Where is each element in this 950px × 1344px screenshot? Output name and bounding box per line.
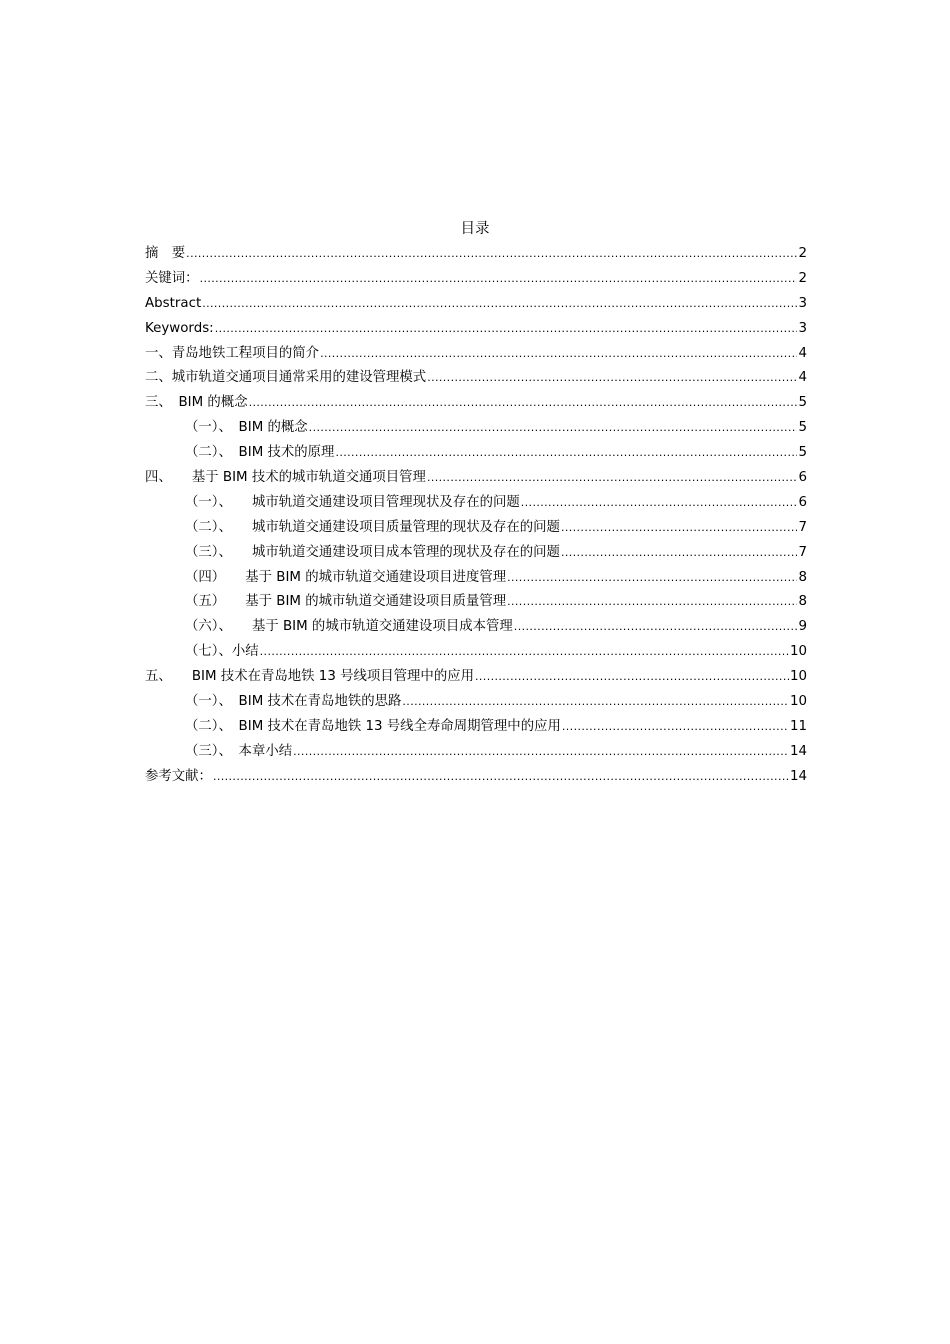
toc-entry-title: 摘 要 bbox=[145, 246, 186, 261]
toc-entry-title: 关键词： bbox=[145, 270, 199, 286]
toc-entry-title: 参考文献： bbox=[145, 768, 212, 784]
toc-dot-leader bbox=[200, 269, 798, 289]
toc-entry[interactable] bbox=[145, 617, 807, 642]
toc-entry[interactable] bbox=[145, 518, 807, 543]
toc-entry-title: 一、青岛地铁工程项目的简介 bbox=[145, 345, 320, 361]
toc-entry[interactable] bbox=[145, 592, 807, 617]
toc-entry-title: （一）、 BIM 的概念 bbox=[185, 420, 308, 436]
toc-entry[interactable] bbox=[145, 717, 807, 742]
toc-page-number: 11 bbox=[789, 718, 807, 734]
toc-title: 目录 bbox=[460, 221, 490, 237]
toc-dot-leader bbox=[335, 443, 797, 463]
toc-dot-leader bbox=[561, 543, 798, 563]
toc-entry-title: Abstract bbox=[145, 295, 202, 311]
toc-page-number: 2 bbox=[798, 246, 807, 261]
toc-page-number: 6 bbox=[798, 470, 807, 486]
toc-page-number: 4 bbox=[798, 370, 807, 386]
toc-entry[interactable] bbox=[145, 294, 807, 319]
toc-dot-leader bbox=[186, 244, 797, 264]
toc-dot-leader bbox=[562, 717, 789, 737]
toc-dot-leader bbox=[427, 368, 797, 388]
toc-entry[interactable] bbox=[145, 767, 807, 792]
toc-dot-leader bbox=[215, 319, 798, 339]
toc-page-number: 8 bbox=[798, 569, 807, 585]
toc-entry[interactable] bbox=[145, 418, 807, 443]
toc-dot-leader bbox=[213, 767, 789, 787]
toc-entry[interactable] bbox=[145, 319, 807, 344]
toc-entry[interactable] bbox=[145, 393, 807, 418]
toc-page-number: 14 bbox=[789, 768, 807, 784]
toc-entry[interactable] bbox=[145, 568, 807, 593]
toc-entry[interactable] bbox=[145, 468, 807, 493]
toc-entry[interactable] bbox=[145, 543, 807, 568]
toc-entry[interactable] bbox=[145, 667, 807, 692]
toc-entry-title: （二）、 城市轨道交通建设项目质量管理的现状及存在的问题 bbox=[185, 519, 560, 535]
toc-page-number: 2 bbox=[798, 270, 807, 286]
toc-entry-title: Keywords: bbox=[145, 320, 214, 336]
toc-page-number: 3 bbox=[798, 295, 807, 311]
toc-entry[interactable] bbox=[145, 269, 807, 294]
toc-page-number: 5 bbox=[798, 395, 807, 411]
toc-entry-title: （一）、 城市轨道交通建设项目管理现状及存在的问题 bbox=[185, 494, 520, 510]
toc-entry[interactable] bbox=[145, 443, 807, 468]
toc-entry[interactable] bbox=[145, 244, 807, 269]
toc-page-number: 4 bbox=[798, 345, 807, 361]
toc-entry-title: （二）、 BIM 技术的原理 bbox=[185, 445, 335, 461]
toc-page-number: 5 bbox=[798, 445, 807, 461]
toc-dot-leader bbox=[402, 692, 789, 712]
toc-dot-leader bbox=[475, 667, 789, 687]
toc-dot-leader bbox=[309, 418, 798, 438]
toc-entry-title: （一）、 BIM 技术在青岛地铁的思路 bbox=[185, 694, 402, 710]
toc-dot-leader bbox=[202, 294, 797, 314]
toc-page-number: 7 bbox=[798, 544, 807, 560]
toc-page-number: 5 bbox=[798, 420, 807, 436]
toc-dot-leader bbox=[293, 742, 789, 762]
table-of-contents bbox=[145, 244, 807, 792]
toc-dot-leader bbox=[260, 642, 789, 662]
toc-page-number: 3 bbox=[798, 320, 807, 336]
toc-entry[interactable] bbox=[145, 742, 807, 767]
toc-entry-title: （二）、 BIM 技术在青岛地铁 13 号线全寿命周期管理中的应用 bbox=[185, 718, 561, 734]
toc-entry-title: （六）、 基于 BIM 的城市轨道交通建设项目成本管理 bbox=[185, 619, 513, 635]
toc-page-number: 7 bbox=[798, 519, 807, 535]
toc-page-number: 10 bbox=[789, 669, 807, 685]
toc-entry-title: 四、 基于 BIM 技术的城市轨道交通项目管理 bbox=[145, 470, 426, 486]
toc-entry-title: 五、 BIM 技术在青岛地铁 13 号线项目管理中的应用 bbox=[145, 669, 474, 685]
toc-entry-title: （五） 基于 BIM 的城市轨道交通建设项目质量管理 bbox=[185, 594, 507, 610]
toc-page-number: 10 bbox=[789, 644, 807, 660]
toc-entry-title: （三）、 本章小结 bbox=[185, 743, 293, 759]
toc-dot-leader bbox=[561, 518, 798, 538]
toc-dot-leader bbox=[507, 568, 797, 588]
toc-page-number: 6 bbox=[798, 494, 807, 510]
toc-entry-title: 二、城市轨道交通项目通常采用的建设管理模式 bbox=[145, 370, 427, 386]
toc-page-number: 9 bbox=[798, 619, 807, 635]
toc-entry-title: 三、 BIM 的概念 bbox=[145, 395, 248, 411]
toc-page-number: 8 bbox=[798, 594, 807, 610]
toc-entry-title: （三）、 城市轨道交通建设项目成本管理的现状及存在的问题 bbox=[185, 544, 560, 560]
toc-dot-leader bbox=[320, 344, 797, 364]
toc-dot-leader bbox=[249, 393, 798, 413]
toc-entry[interactable] bbox=[145, 493, 807, 518]
toc-dot-leader bbox=[521, 493, 798, 513]
toc-dot-leader bbox=[427, 468, 798, 488]
toc-page-number: 14 bbox=[789, 743, 807, 759]
toc-dot-leader bbox=[507, 592, 797, 612]
toc-entry-title: （四） 基于 BIM 的城市轨道交通建设项目进度管理 bbox=[185, 569, 507, 585]
toc-entry[interactable] bbox=[145, 692, 807, 717]
toc-entry-title: （七）、小结 bbox=[185, 644, 259, 660]
toc-entry[interactable] bbox=[145, 344, 807, 369]
toc-entry[interactable] bbox=[145, 368, 807, 393]
toc-entry[interactable] bbox=[145, 642, 807, 667]
toc-page-number: 10 bbox=[789, 694, 807, 710]
toc-dot-leader bbox=[514, 617, 798, 637]
